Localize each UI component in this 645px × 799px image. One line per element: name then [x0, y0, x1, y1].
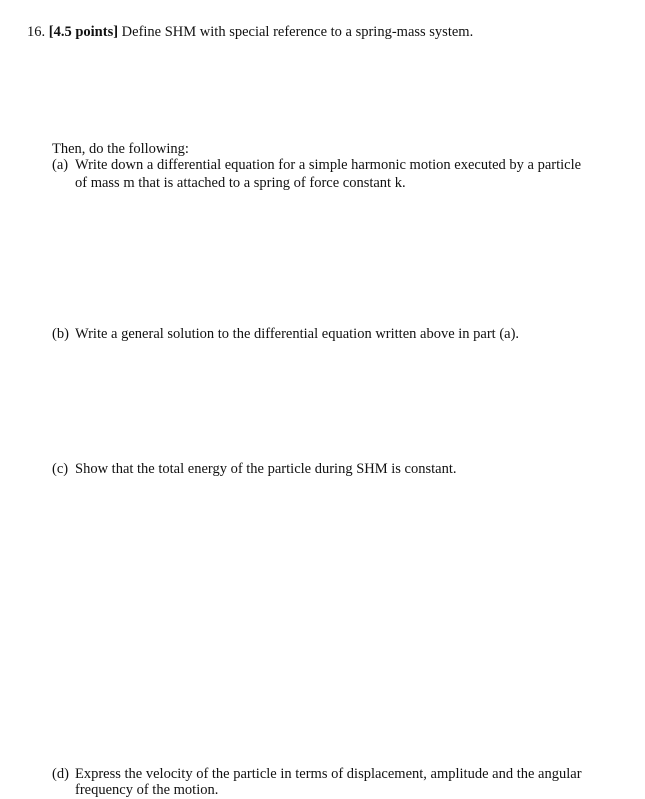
- part-d-text-line1: Express the velocity of the particle in terms of displacement, amplitude and the angular: [75, 766, 582, 782]
- part-a-text-line1: Write down a differential equation for a simple harmonic motion executed by a particle: [75, 157, 582, 173]
- part-c-text: Show that the total energy of the particle during SHM is constant.: [75, 461, 457, 477]
- question-prompt: Define SHM with special reference to a spring-mass system.: [121, 24, 474, 40]
- part-a-label: (a): [52, 157, 69, 173]
- part-b-label: (b): [52, 326, 69, 342]
- part-d-label: (d): [52, 766, 69, 782]
- part-a-text-line2: of mass m that is attached to a spring of force constant k.: [75, 175, 406, 191]
- instructions-intro: Then, do the following:: [52, 141, 189, 157]
- part-c-label: (c): [52, 461, 69, 477]
- part-b-text: Write a general solution to the differential equation written above in part (a).: [75, 326, 520, 342]
- part-d-text-line2: frequency of the motion.: [75, 782, 219, 798]
- question-header: [27, 24, 473, 41]
- question-points: [4.5 points]: [48, 24, 119, 40]
- question-number: 16.: [27, 24, 46, 40]
